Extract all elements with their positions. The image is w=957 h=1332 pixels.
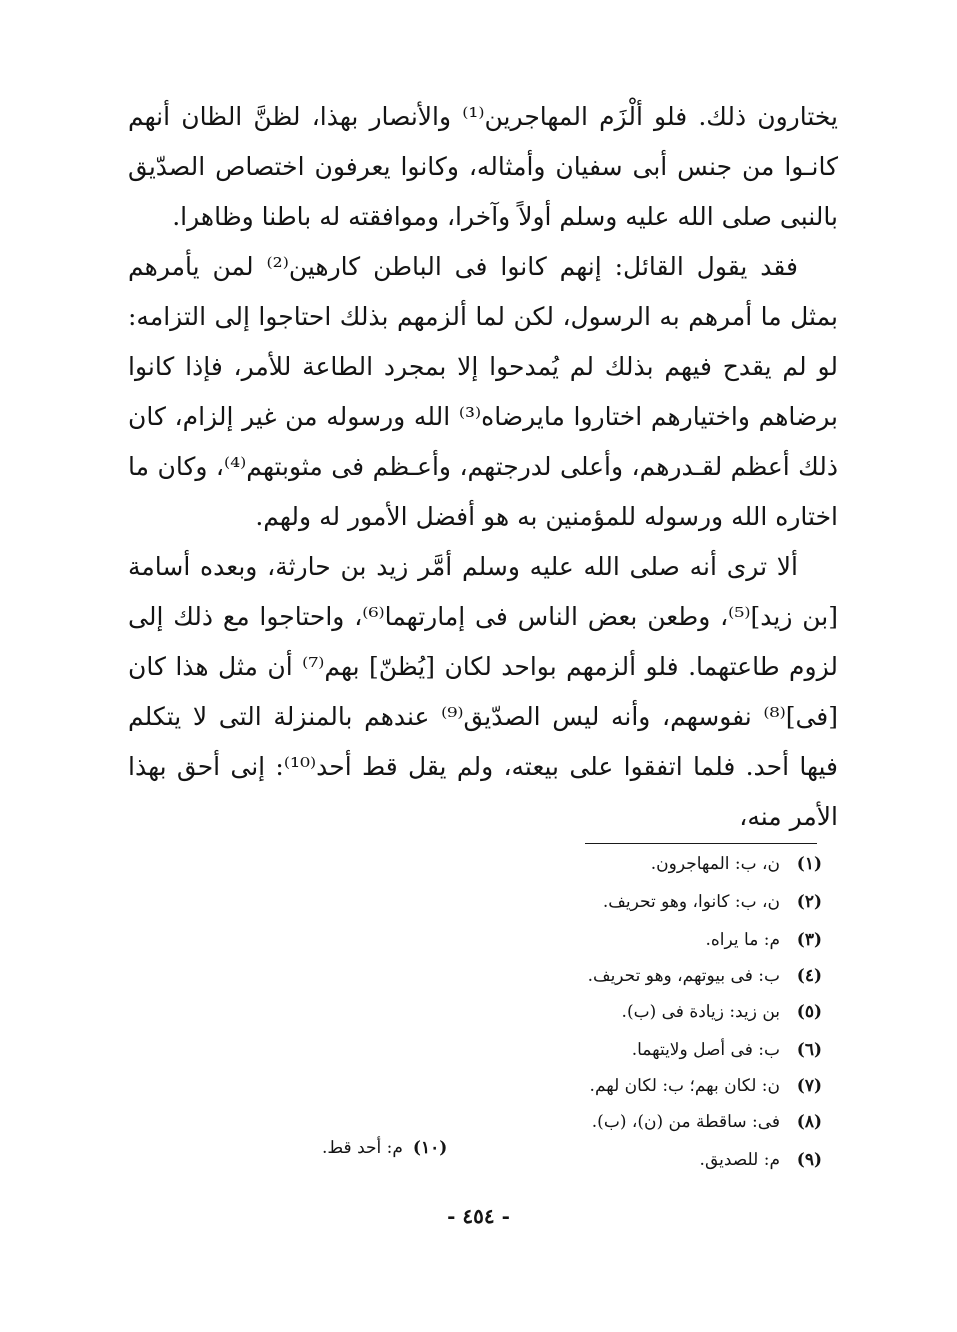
footnote-number: (٤): [796, 966, 822, 986]
footnote-number: (٩): [796, 1150, 822, 1170]
footnote-number: (٥): [796, 1002, 822, 1022]
footnote-8: [592, 1110, 822, 1134]
footnote-number: (٧): [796, 1076, 822, 1096]
footnote-number: (١): [796, 854, 822, 874]
footnote-text: ن، ب: كانوا، وهو تحريف.: [602, 892, 780, 912]
footnote-text: م: للصديق.: [699, 1150, 780, 1170]
footnote-number: (٨): [796, 1112, 822, 1132]
footnote-number: (٢): [796, 892, 822, 912]
footnote-6: [632, 1038, 822, 1062]
footnote-1: [651, 852, 822, 876]
footnote-number: (١٠): [412, 1138, 448, 1158]
footnote-text: م: أحد قط.: [322, 1138, 403, 1158]
footnote-text: م: ما يراه.: [705, 930, 780, 950]
footnote-text: ب: فى أصل ولايتهما.: [631, 1040, 780, 1060]
page-number: - ٤٥٤ -: [447, 1204, 510, 1228]
footnote-number: (٦): [796, 1040, 822, 1060]
footnote-text: ب: فى بيوتهم، وهو تحريف.: [587, 966, 780, 986]
footnote-number: (٣): [796, 930, 822, 950]
footnote-9: [700, 1148, 822, 1172]
footnote-4: [588, 964, 822, 988]
footnote-divider: [585, 843, 817, 844]
footnote-text: فى: ساقطة من (ن)، (ب).: [591, 1112, 780, 1132]
footnote-7: [590, 1074, 822, 1098]
footnote-5: [622, 1000, 822, 1024]
footnote-2: [603, 890, 822, 914]
footnote-text: ن، ب: المهاجرون.: [650, 854, 780, 874]
main-text: [128, 92, 838, 842]
footnote-text: بن زيد: زيادة فى (ب).: [621, 1002, 780, 1022]
paragraph-2: فقد يقول القائل: إنهم كانوا فى الباطن كارهين⁽²⁾ لمن يأمرهم بمثل ما أمرهم به الرسول، لكن لما ألزمهم بذلك احتاجوا إلى التزامه: لو لم يقدح فيهم بذلك لم يُمدحوا إلا بمجرد الطاعة للأمر، فإذا كانوا برضاهم واختيارهم اختاروا مايرضاه⁽³⁾ الله ورسوله من غير إلزام، كان ذلك أعظم لقـدرهم، وأعلى لدرجتهم، وأعـظم فى مثوبتهم⁽⁴⁾، وكان ما اختاره الله ورسوله للمؤمنين به هو أفضل الأمور له ولهم.: [128, 252, 839, 531]
paragraph-1: يختارون ذلك. فلو ألْزَم المهاجرين⁽¹⁾ والأنصار بهذا، لظنَّ الظان أنهم كانـوا من جنس أبى سفيان وأمثاله، وكانوا يعرفون اختصاص الصدّيق بالنبى صلى الله عليه وسلم أولاً وآخرا، وموافقته له باطنا وظاهرا.: [128, 102, 839, 231]
paragraph-3: ألا ترى أنه صلى الله عليه وسلم أمَّر زيد بن حارثة، وبعده أسامة [بن زيد]⁽⁵⁾، وطعن بعض الناس فى إمارتهما⁽⁶⁾، واحتاجوا مع ذلك إلى لزوم طاعتهما. فلو ألزمهم بواحد لكان [يُظنّ] بهم⁽⁷⁾ أن مثل هذا كان [فى]⁽⁸⁾ نفوسهم، وأنه ليس الصدّيق⁽⁹⁾ عندهم بالمنزلة التى لا يتكلم فيها أحد. فلما اتفقوا على بيعته، ولم يقل قط أحد⁽¹⁰⁾: إنى أحق بهذا الأمر منه،: [128, 552, 839, 831]
footnote-10: [322, 1136, 447, 1160]
footnotes: [300, 852, 822, 1182]
footnote-3: [706, 928, 823, 952]
footnote-text: ن: لكان بهم؛ ب: لكان لهم.: [589, 1076, 780, 1096]
